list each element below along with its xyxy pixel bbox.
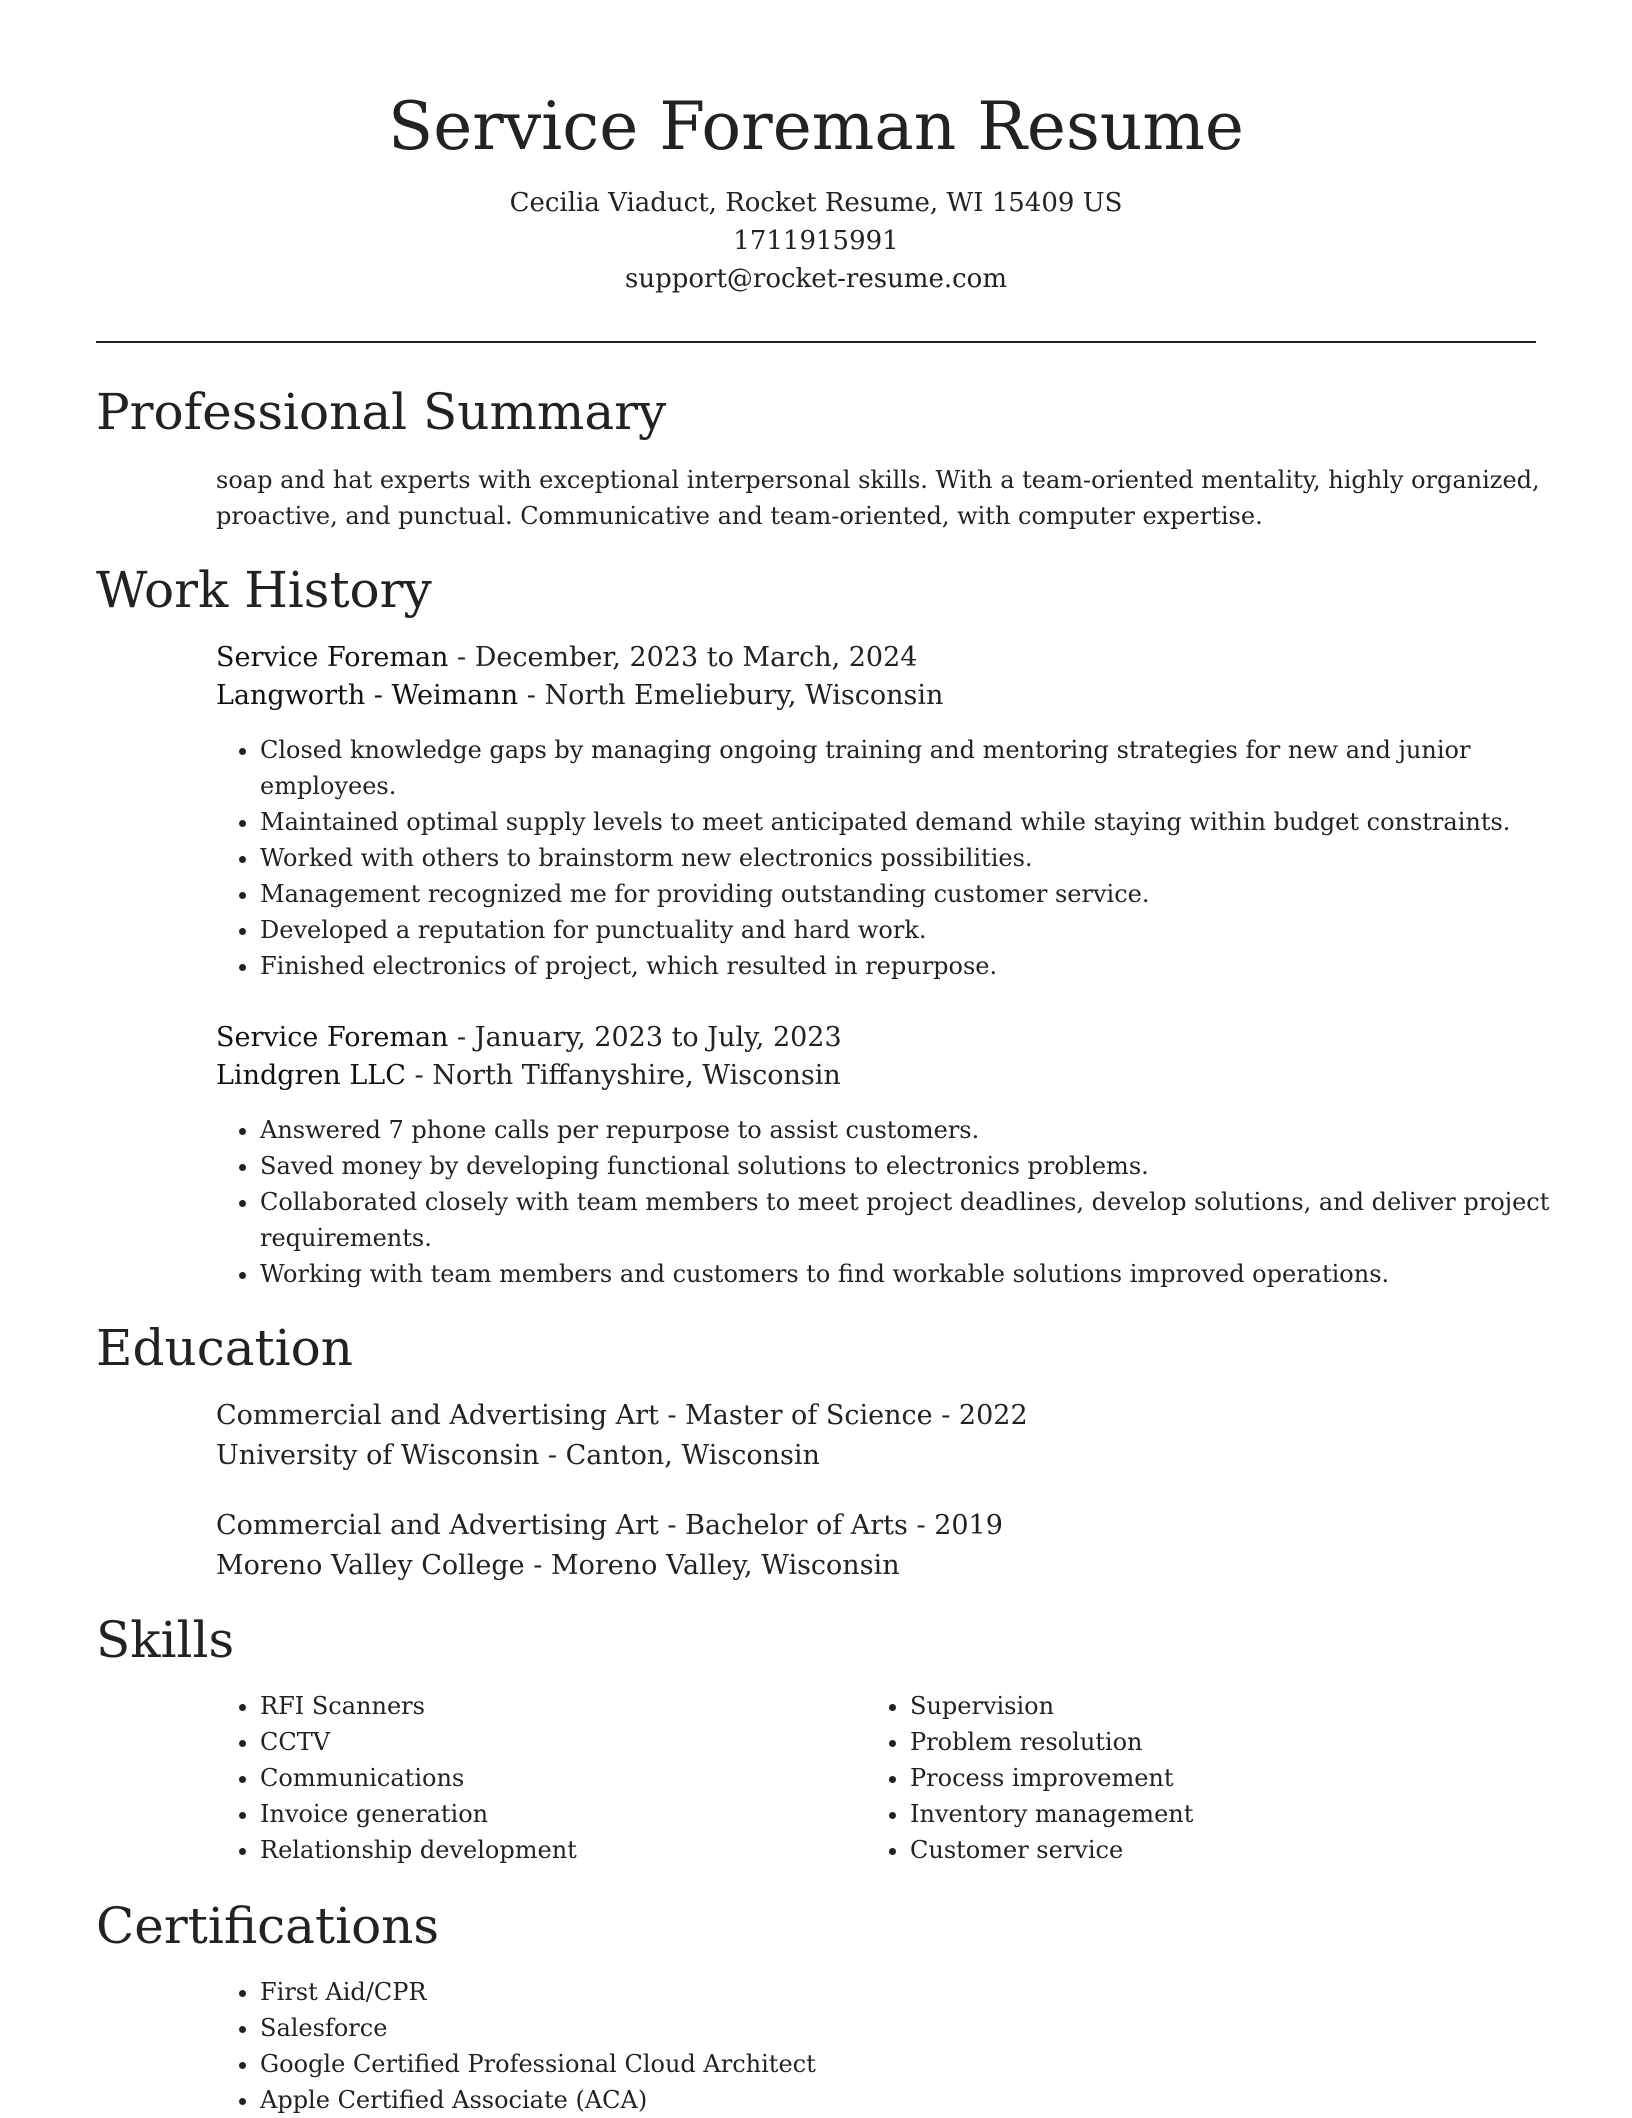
job-2-company-line: Lindgren LLC - North Tiffanyshire, Wisconsin [216, 1060, 841, 1091]
list-item: • Management recognized me for providing outstanding customer service. [260, 876, 1550, 912]
education-entry-2 [216, 1506, 1003, 1586]
job-1-company: Langworth - Weimann [216, 680, 519, 711]
list-item: • Salesforce [260, 2010, 1550, 2046]
contact-email: support@rocket-resume.com [624, 264, 1007, 294]
job-2-company: Lindgren LLC [216, 1060, 406, 1091]
list-item: • Worked with others to brainstorm new electronics possibilities. [260, 840, 1550, 876]
list-item: • Working with team members and customers to find workable solutions improved operations. [260, 1256, 1550, 1292]
contact-address: Cecilia Viaduct, Rocket Resume, WI 15409 US [509, 188, 1123, 218]
resume-title: Service Foreman Resume [388, 88, 1244, 165]
list-item: • Closed knowledge gaps by managing ongoing training and mentoring strategies for new and junior employees. [260, 732, 1550, 804]
education-2-location: Moreno Valley, Wisconsin [550, 1550, 900, 1581]
education-entry-1 [216, 1396, 1028, 1476]
header-divider [96, 341, 1536, 343]
contact-block [0, 184, 1632, 298]
job-1-bullets [216, 732, 1550, 984]
list-item: • Finished electronics of project, which resulted in repurpose. [260, 948, 1550, 984]
education-1-school: University of Wisconsin [216, 1440, 540, 1471]
job-1-company-line: Langworth - Weimann - North Emeliebury, Wisconsin [216, 680, 944, 711]
list-item: • Apple Certified Associate (ACA) [260, 2082, 1550, 2118]
contact-phone: 1711915991 [733, 226, 899, 256]
summary-text: soap and hat experts with exceptional interpersonal skills. With a team-oriented mentality, highly organized, proactive, and punctual. Communicative and team-oriented, with computer expertise. [216, 466, 1540, 530]
job-2-header [216, 1019, 842, 1095]
list-item: • Process improvement [910, 1760, 1510, 1796]
list-item: • Inventory management [910, 1796, 1510, 1832]
education-2-school-line: Moreno Valley College - Moreno Valley, Wisconsin [216, 1550, 900, 1581]
education-1-school-line: University of Wisconsin - Canton, Wisconsin [216, 1440, 820, 1471]
education-1-year: 2022 [958, 1400, 1028, 1431]
job-2-dates: January, 2023 to July, 2023 [474, 1022, 842, 1053]
list-item: • Developed a reputation for punctuality and hard work. [260, 912, 1550, 948]
job-2-bullets [216, 1112, 1550, 1292]
job-1-title-line: Service Foreman - December, 2023 to March, 2024 [216, 642, 918, 673]
list-item: • Problem resolution [910, 1724, 1510, 1760]
education-1-degree: Master of Science [685, 1400, 933, 1431]
list-item: • RFI Scanners [260, 1688, 860, 1724]
skills-right-list [866, 1688, 1510, 1868]
list-item: • CCTV [260, 1724, 860, 1760]
education-1-field: Commercial and Advertising Art [216, 1400, 659, 1431]
list-item: • Supervision [910, 1688, 1510, 1724]
job-2-location: North Tiffanyshire, Wisconsin [432, 1060, 841, 1091]
skills-heading: Skills [96, 1611, 235, 1669]
list-item: • Maintained optimal supply levels to meet anticipated demand while staying within budget constraints. [260, 804, 1550, 840]
skills-left-list [216, 1688, 860, 1868]
job-1-dates: December, 2023 to March, 2024 [474, 642, 918, 673]
summary-heading: Professional Summary [96, 383, 667, 441]
list-item: • Relationship development [260, 1832, 860, 1868]
education-2-degree-line: Commercial and Advertising Art - Bachelor of Arts - 2019 [216, 1510, 1003, 1541]
job-2-title: Service Foreman [216, 1022, 449, 1053]
list-item: • Customer service [910, 1832, 1510, 1868]
job-2-title-line: Service Foreman - January, 2023 to July, 2023 [216, 1022, 842, 1053]
list-item: • Answered 7 phone calls per repurpose to assist customers. [260, 1112, 1550, 1148]
certifications-heading: Certifications [96, 1897, 440, 1955]
list-item: • First Aid/CPR [260, 1974, 1550, 2010]
education-1-degree-line: Commercial and Advertising Art - Master of Science - 2022 [216, 1400, 1028, 1431]
job-1-location: North Emeliebury, Wisconsin [544, 680, 944, 711]
list-item: • Invoice generation [260, 1796, 860, 1832]
list-item: • Google Certified Professional Cloud Architect [260, 2046, 1550, 2082]
education-2-school: Moreno Valley College [216, 1550, 525, 1581]
list-item: • Collaborated closely with team members to meet project deadlines, develop solutions, and deliver project requirements. [260, 1184, 1550, 1256]
list-item: • Saved money by developing functional solutions to electronics problems. [260, 1148, 1550, 1184]
resume-header [0, 82, 1632, 298]
education-2-degree: Bachelor of Arts [685, 1510, 908, 1541]
job-1-title: Service Foreman [216, 642, 449, 673]
education-2-field: Commercial and Advertising Art [216, 1510, 659, 1541]
education-1-location: Canton, Wisconsin [565, 1440, 820, 1471]
education-2-year: 2019 [934, 1510, 1003, 1541]
education-heading: Education [96, 1319, 353, 1377]
list-item: • Communications [260, 1760, 860, 1796]
work-history-heading: Work History [96, 561, 432, 619]
certifications-list [216, 1974, 1550, 2118]
job-1-header [216, 639, 943, 715]
